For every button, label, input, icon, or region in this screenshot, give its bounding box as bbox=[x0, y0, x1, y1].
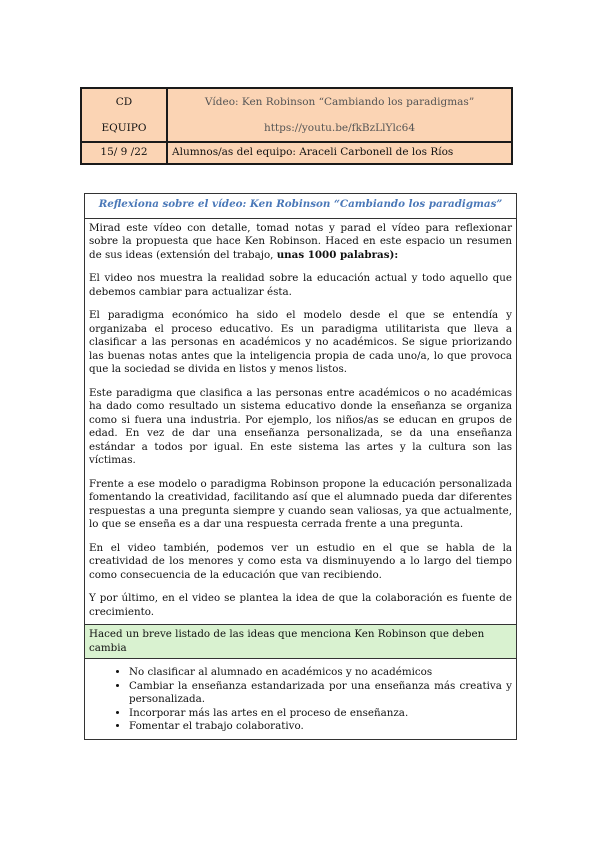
paragraph: En el video también, podemos ver un estudio en el que se habla de la creatividad de los menores y como esta va disminuyendo a lo largo del tiempo como consecuencia de la educación que van recibiendo. bbox=[89, 541, 512, 581]
reflection-body bbox=[85, 218, 517, 625]
cd-label: CD bbox=[115, 96, 133, 108]
paragraph: Y por último, en el video se plantea la idea de que la colaboración es fuente de crecimiento. bbox=[89, 592, 512, 618]
list-item: • Fomentar el trabajo colaborativo. bbox=[129, 720, 512, 734]
instructions-bold: unas 1000 palabras): bbox=[276, 248, 399, 261]
video-title: Vídeo: Ken Robinson “Cambiando los paradigmas” bbox=[204, 96, 475, 108]
paragraph: El paradigma económico ha sido el modelo desde el que se entendía y organizaba el proceso educativo. Es un paradigma utilitarista que lleva a clasificar a las personas en académicos y no académicos. Se sigue priorizando las buenas notas antes que la inteligencia propia de cada uno/a, lo que provoca que la sociedad se divida en listos y menos listos. bbox=[89, 309, 512, 375]
header-table bbox=[80, 87, 513, 165]
instructions-text: Mirad este vídeo con detalle, tomad notas y parad el vídeo para reflexionar sobre la propuesta que hace Ken Robinson. Haced en este espacio un resumen de sus ideas (extensión del trabajo, bbox=[89, 221, 512, 261]
video-cell bbox=[167, 88, 512, 142]
paragraph: Frente a ese modelo o paradigma Robinson propone la educación personalizada fomentando la creatividad, facilitando así que el alumnado pueda dar diferentes respuestas a una pregunta siempre y cuando sean valiosas, ya que actualmente, lo que se enseña es a dar una respuesta cerrada frente a una pregunta. bbox=[89, 477, 512, 530]
section-title: Reflexiona sobre el vídeo: Ken Robinson “Cambiando los paradigmas” bbox=[85, 194, 517, 219]
list-item: • Incorporar más las artes en el proceso de enseñanza. bbox=[129, 707, 512, 721]
video-url[interactable]: https://youtu.be/fkBzLlYlc64 bbox=[263, 122, 416, 134]
paragraph: El video nos muestra la realidad sobre la educación actual y todo aquello que debemos cambiar para actualizar ésta. bbox=[89, 272, 512, 298]
date-cell: 15/ 9 /22 bbox=[81, 142, 167, 164]
list-item: • No clasificar al alumnado en académicos y no académicos bbox=[129, 666, 512, 680]
cd-team-cell bbox=[81, 88, 167, 142]
list-prompt: Haced un breve listado de las ideas que menciona Ken Robinson que deben cambia bbox=[85, 625, 517, 659]
ideas-list bbox=[89, 666, 512, 734]
paragraph: Este paradigma que clasifica a las personas entre académicos o no académicas ha dado como resultado un sistema educativo donde la enseñanza se organiza como si fuera una industria. Por ejemplo, los niños/as se educan en grupos de edad. En vez de dar una enseñanza personalizada, se da una enseñanza estándar a todos por igual. En este sistema las artes y la cultura son las víctimas. bbox=[89, 386, 512, 466]
list-item: • Cambiar la enseñanza estandarizada por una enseñanza más creativa y personalizada. bbox=[129, 680, 512, 707]
team-label: EQUIPO bbox=[101, 122, 147, 134]
reflection-table bbox=[84, 193, 517, 740]
team-members: Alumnos/as del equipo: Araceli Carbonell de los Ríos bbox=[167, 142, 512, 164]
ideas-list-cell bbox=[85, 659, 517, 740]
instructions bbox=[89, 222, 512, 263]
